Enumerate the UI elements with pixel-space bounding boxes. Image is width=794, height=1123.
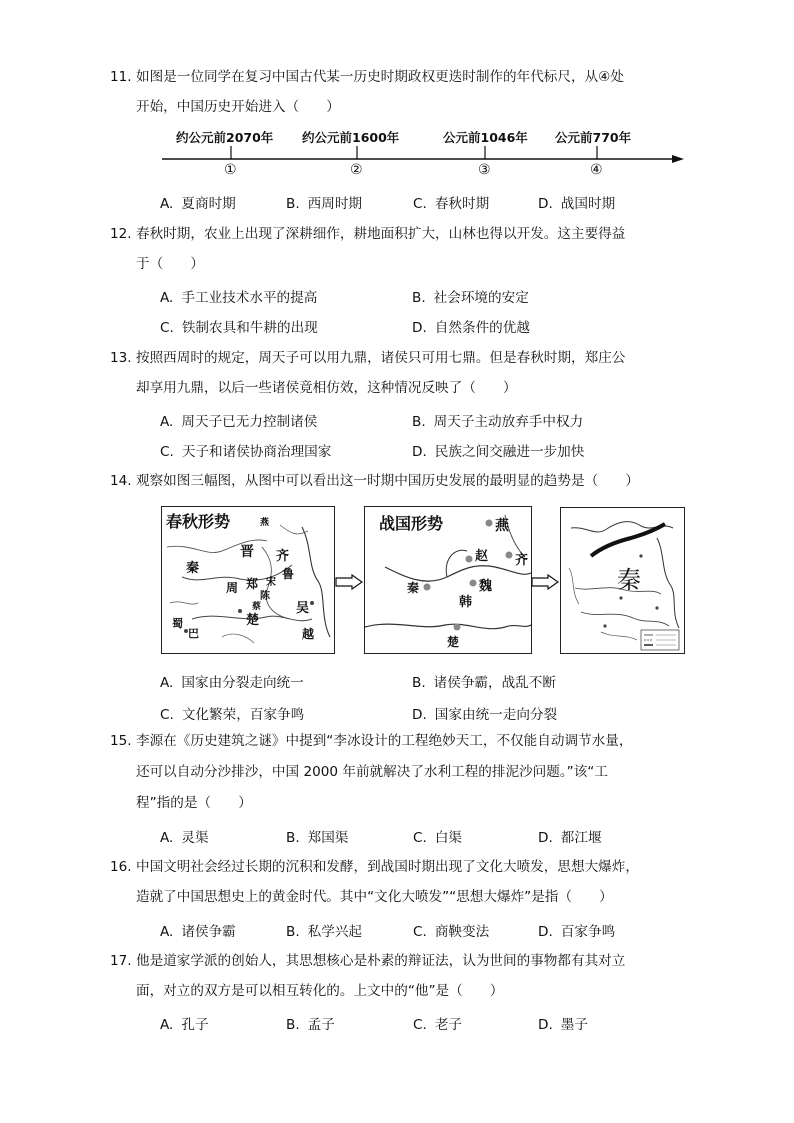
- question-stem-line: 还可以自动分沙排沙，中国 2000 年前就解决了水利工程的排泥沙问题。”该“工: [136, 764, 608, 780]
- map-label: 燕: [495, 518, 509, 534]
- question-12: [110, 219, 696, 279]
- map-label: 陈: [260, 591, 270, 602]
- map-label: 蔡: [252, 602, 262, 612]
- question-stem-line: 他是道家学派的创始人，其思想核心是朴素的辩证法，认为世间的事物都有其对立: [136, 953, 626, 969]
- map-title: 春秋形势: [166, 512, 231, 531]
- option-d[interactable]: D. 国家由统一走向分裂: [412, 707, 558, 723]
- map-label: 宋: [266, 577, 276, 588]
- timeline-mark-2: ②: [350, 162, 363, 178]
- option-b[interactable]: B. 私学兴起: [286, 924, 363, 940]
- map-title: 战国形势: [379, 514, 444, 533]
- arrow-right-icon: [335, 574, 363, 590]
- option-a[interactable]: A. 孔子: [160, 1017, 209, 1033]
- map-label: 周: [226, 581, 239, 595]
- option-b[interactable]: B. 周天子主动放弃手中权力: [412, 414, 584, 430]
- map-label: 越: [302, 627, 315, 641]
- map-label: 晋: [240, 544, 254, 560]
- question-number: 12.: [110, 226, 132, 242]
- question-13: [110, 343, 696, 403]
- option-d[interactable]: D. 百家争鸣: [538, 924, 616, 940]
- question-number: 17.: [110, 953, 132, 969]
- question-stem-line: 程”指的是（ ）: [136, 795, 252, 811]
- question-stem-line: 按照西周时的规定，周天子可以用九鼎，诸侯只可用七鼎。但是春秋时期，郑庄公: [136, 350, 626, 366]
- map-label: 齐: [276, 549, 290, 564]
- timeline-date-4: 公元前770年: [555, 130, 632, 145]
- question-stem-line: 造就了中国思想史上的黄金时代。其中“文化大喷发”“思想大爆炸”是指（ ）: [136, 889, 613, 905]
- map-label: 楚: [246, 613, 260, 628]
- map-label: 燕: [260, 518, 270, 528]
- timeline-mark-4: ④: [590, 162, 603, 178]
- question-stem-line: 春秋时期，农业上出现了深耕细作，耕地面积扩大，山林也得以开发。这主要得益: [136, 226, 626, 242]
- option-b[interactable]: B. 郑国渠: [286, 830, 349, 846]
- question-14: [110, 466, 696, 496]
- option-c[interactable]: C. 天子和诸侯协商治理国家: [160, 444, 332, 460]
- map-label: 吴: [296, 601, 310, 616]
- arrow-right-icon: [531, 574, 559, 590]
- question-16: [110, 852, 696, 912]
- map-label: 韩: [459, 595, 473, 610]
- map-label: 秦: [407, 581, 420, 595]
- map-label: 巴: [188, 627, 199, 640]
- option-b[interactable]: B. 西周时期: [286, 196, 363, 212]
- question-number: 13.: [110, 350, 132, 366]
- question-stem-line: 李源在《历史建筑之谜》中提到“李冰设计的工程绝妙天工，不仅能自动调节水量，: [136, 733, 633, 749]
- question-stem-line: 中国文明社会经过长期的沉积和发酵，到战国时期出现了文化大喷发，思想大爆炸，: [136, 859, 639, 875]
- option-a[interactable]: A. 诸侯争霸: [160, 924, 236, 940]
- question-stem-line: 观察如图三幅图，从图中可以看出这一时期中国历史发展的最明显的趋势是（ ）: [136, 473, 639, 489]
- timeline-mark-3: ③: [478, 162, 491, 178]
- timeline-mark-1: ①: [224, 162, 237, 178]
- question-number: 15.: [110, 733, 132, 749]
- timeline-date-3: 公元前1046年: [443, 130, 528, 145]
- option-d[interactable]: D. 民族之间交融进一步加快: [412, 444, 585, 460]
- timeline-date-2: 约公元前1600年: [302, 130, 400, 145]
- option-a[interactable]: A. 手工业技术水平的提高: [160, 290, 318, 306]
- option-b[interactable]: B. 诸侯争霸，战乱不断: [412, 675, 556, 691]
- map-label: 楚: [447, 635, 460, 649]
- option-a[interactable]: A. 灵渠: [160, 830, 209, 846]
- question-stem-line: 于（ ）: [136, 256, 204, 272]
- option-c[interactable]: C. 春秋时期: [413, 196, 490, 212]
- option-d[interactable]: D. 战国时期: [538, 196, 616, 212]
- option-b[interactable]: B. 孟子: [286, 1017, 335, 1033]
- question-15: [110, 726, 696, 819]
- map-label: 赵: [475, 549, 489, 564]
- question-stem-line: 开始，中国历史开始进入（ ）: [136, 99, 340, 115]
- question-number: 14.: [110, 473, 132, 489]
- map-qin-unification: [560, 507, 685, 654]
- option-d[interactable]: D. 自然条件的优越: [412, 320, 530, 336]
- option-a[interactable]: A. 周天子已无力控制诸侯: [160, 414, 318, 430]
- question-11: [110, 62, 696, 122]
- question-stem-line: 却享用九鼎，以后一些诸侯竟相仿效，这种情况反映了（ ）: [136, 380, 517, 396]
- option-c[interactable]: C. 老子: [413, 1017, 463, 1033]
- question-number: 16.: [110, 859, 132, 875]
- map-label: 鲁: [282, 567, 295, 581]
- map-label: 蜀: [172, 617, 183, 630]
- option-d[interactable]: D. 墨子: [538, 1017, 588, 1033]
- question-number: 11.: [110, 69, 132, 85]
- option-d[interactable]: D. 都江堰: [538, 830, 602, 846]
- timeline-date-1: 约公元前2070年: [176, 130, 274, 145]
- map-warring-states: [364, 506, 532, 654]
- option-c[interactable]: C. 铁制农具和牛耕的出现: [160, 320, 318, 336]
- question-stem-line: 面，对立的双方是可以相互转化的。上文中的“他”是（ ）: [136, 983, 504, 999]
- map-label: 齐: [515, 553, 529, 568]
- question-17: [110, 946, 696, 1006]
- option-a[interactable]: A. 夏商时期: [160, 196, 236, 212]
- timeline: [160, 126, 684, 184]
- option-c[interactable]: C. 文化繁荣，百家争鸣: [160, 707, 305, 723]
- map-title: 秦: [617, 566, 641, 594]
- map-label: 魏: [479, 579, 493, 594]
- map-label: 秦: [186, 561, 200, 576]
- map-spring-autumn: [161, 506, 335, 654]
- option-a[interactable]: A. 国家由分裂走向统一: [160, 675, 304, 691]
- map-label: 郑: [246, 577, 259, 591]
- option-c[interactable]: C. 商鞅变法: [413, 924, 490, 940]
- option-b[interactable]: B. 社会环境的安定: [412, 290, 529, 306]
- option-c[interactable]: C. 白渠: [413, 830, 463, 846]
- question-stem-line: 如图是一位同学在复习中国古代某一历史时期政权更迭时制作的年代标尺，从④处: [136, 69, 624, 85]
